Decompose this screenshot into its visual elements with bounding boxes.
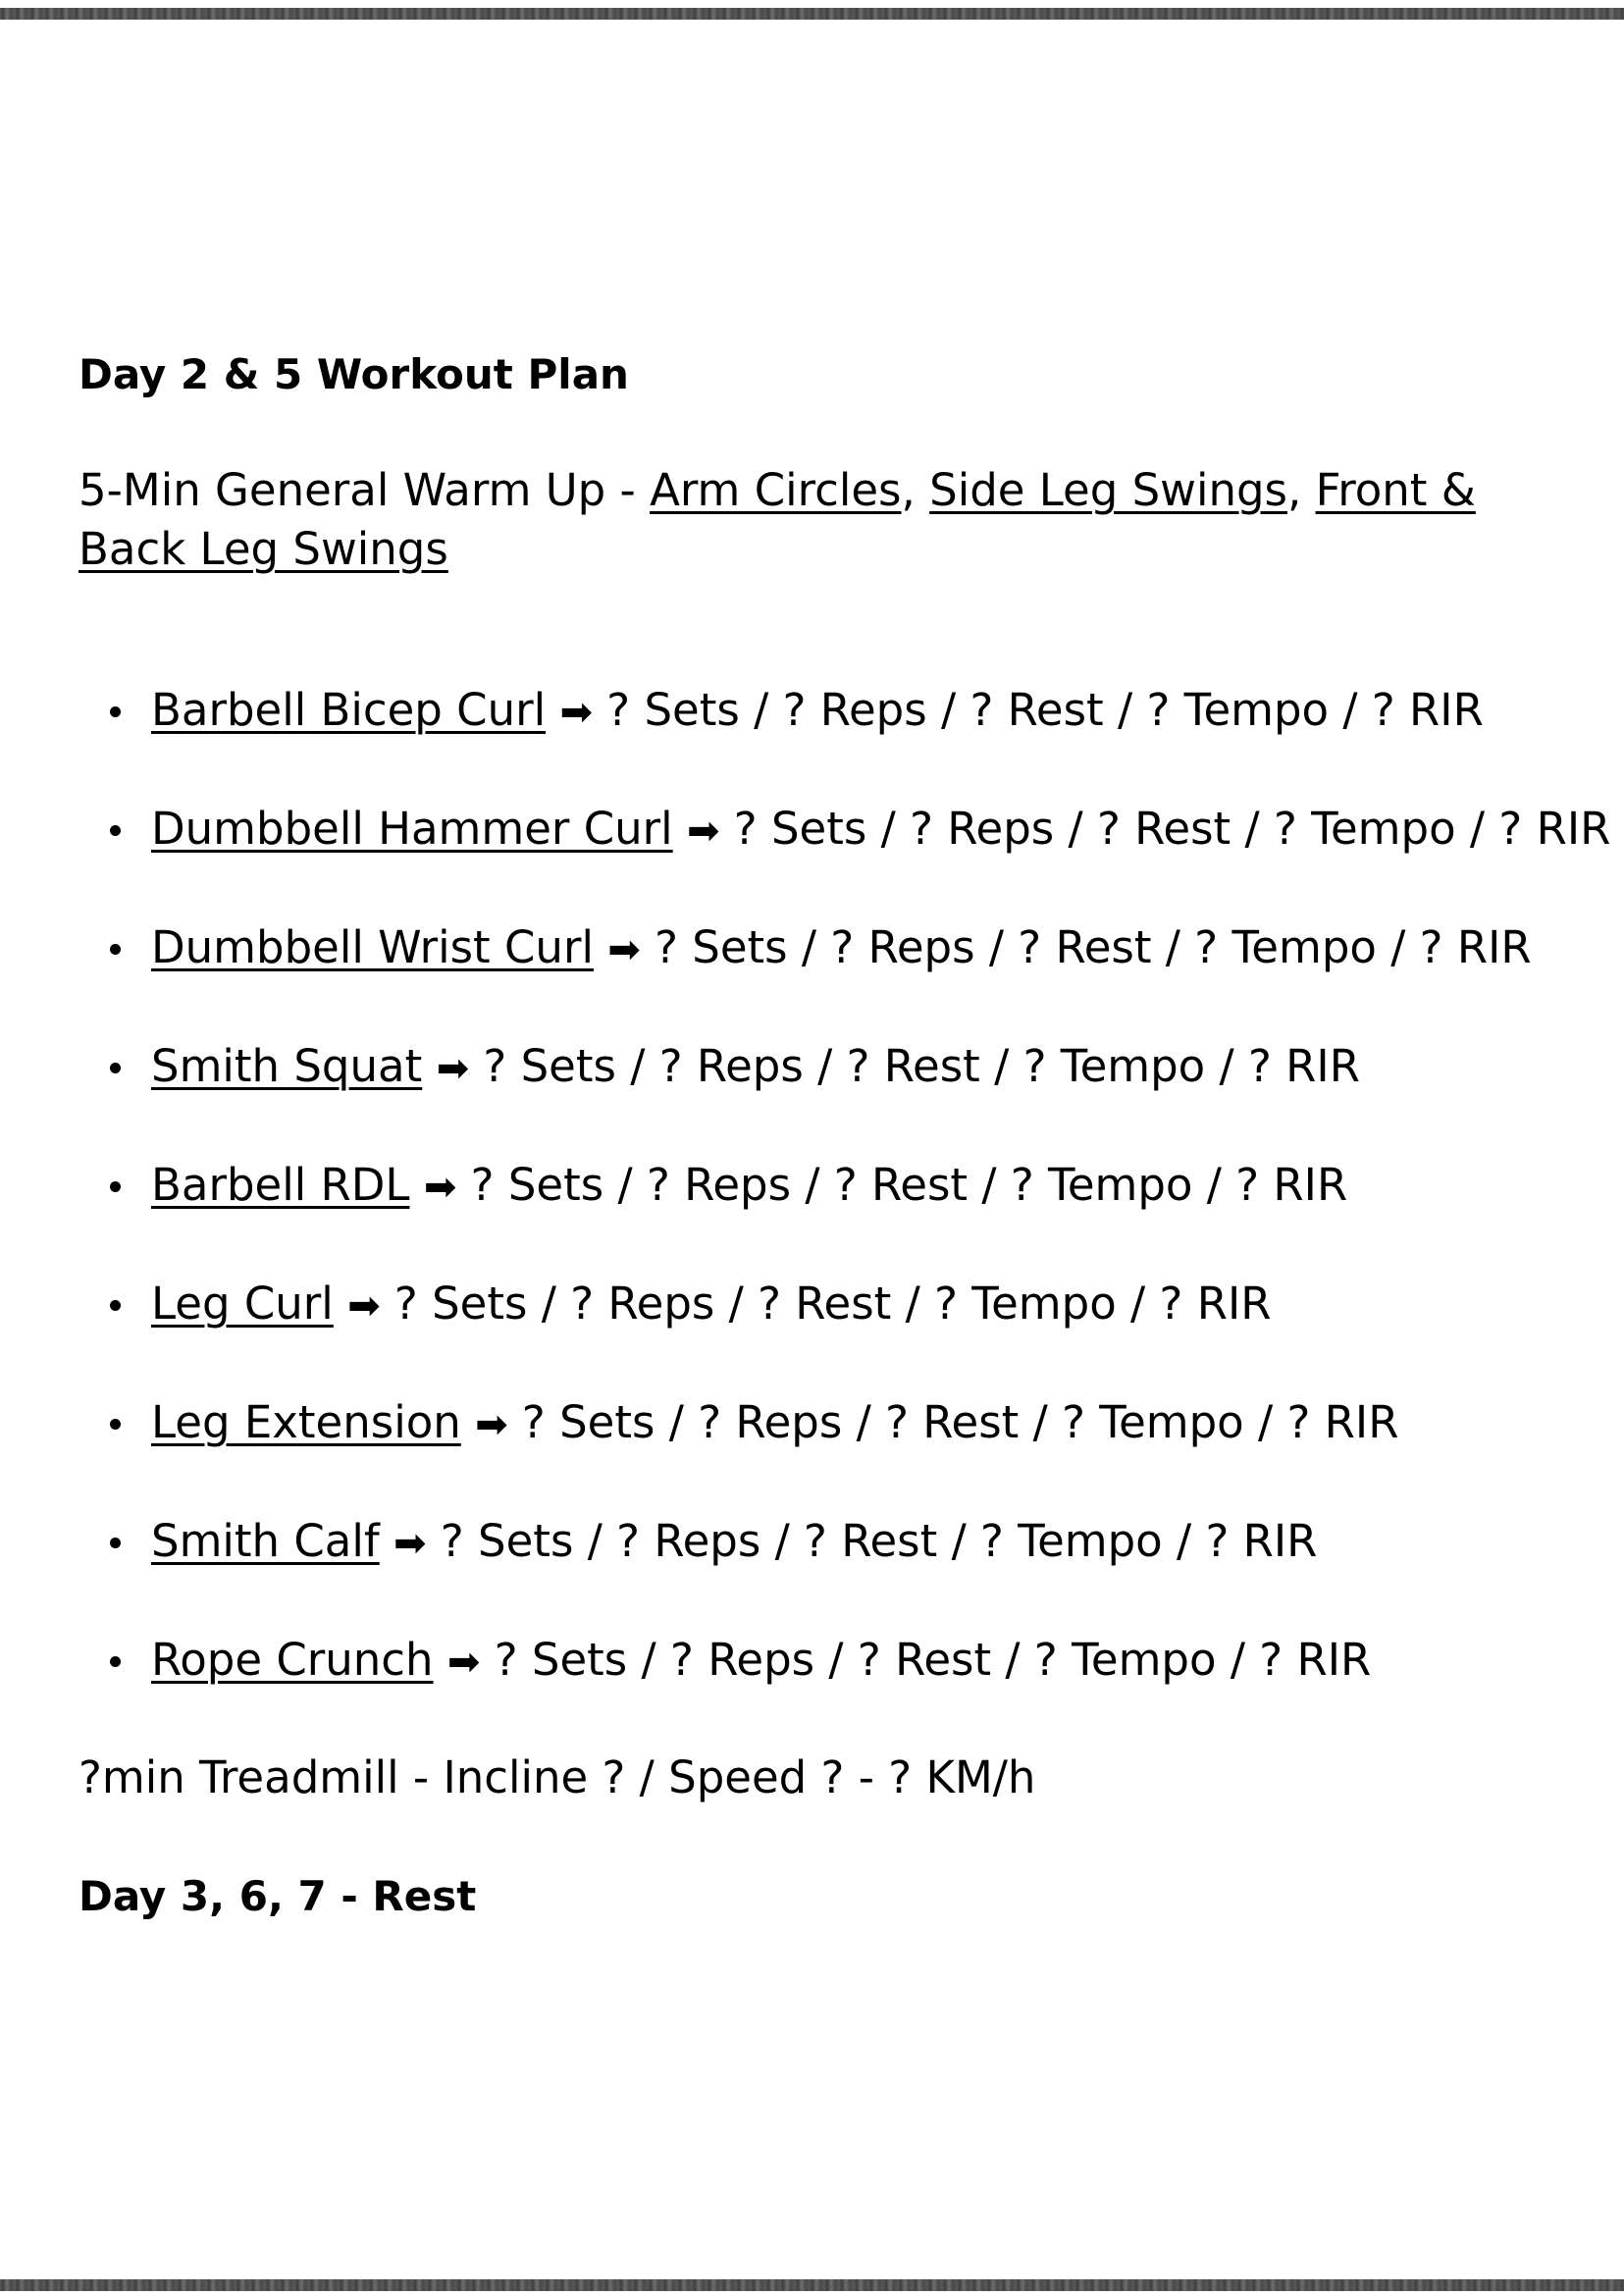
- exercise-link[interactable]: Barbell RDL: [151, 1159, 410, 1211]
- exercise-list: [79, 681, 1611, 1690]
- bullet-icon: [110, 1300, 121, 1311]
- warmup-prefix: 5-Min General Warm Up -: [79, 464, 651, 516]
- right-arrow-icon: ➡: [436, 1046, 470, 1091]
- right-arrow-icon: ➡: [559, 690, 593, 735]
- exercise-item: [79, 1631, 1550, 1690]
- treadmill-line: ?min Treadmill - Incline ? / Speed ? - ? KM/h: [79, 1751, 1036, 1803]
- exercise-details: ? Sets / ? Reps / ? Rest / ? Tempo / ? RIR: [393, 1278, 1272, 1330]
- exercise-details: ? Sets / ? Reps / ? Rest / ? Tempo / ? RIR: [483, 1040, 1360, 1092]
- exercise-item: [79, 1393, 1550, 1452]
- workout-plan: [79, 345, 1611, 1926]
- exercise-link[interactable]: Leg Extension: [151, 1396, 461, 1448]
- right-arrow-icon: ➡: [347, 1283, 381, 1329]
- right-arrow-icon: ➡: [686, 809, 720, 854]
- warmup-link-front-back-leg-swings[interactable]: Front & Back Leg Swings: [79, 464, 1476, 575]
- right-arrow-icon: ➡: [393, 1521, 427, 1566]
- exercise-item: [79, 681, 1550, 740]
- exercise-details: ? Sets / ? Reps / ? Rest / ? Tempo / ? RIR: [494, 1634, 1372, 1686]
- exercise-details: ? Sets / ? Reps / ? Rest / ? Tempo / ? RIR: [606, 684, 1484, 736]
- exercise-link[interactable]: Dumbbell Hammer Curl: [151, 803, 673, 855]
- bullet-icon: [110, 1419, 121, 1430]
- bullet-icon: [110, 944, 121, 955]
- bullet-icon: [110, 1538, 121, 1548]
- bottom-border: [0, 2279, 1624, 2291]
- bullet-icon: [110, 1063, 121, 1073]
- top-border: [0, 8, 1624, 20]
- rest-days-heading: Day 3, 6, 7 - Rest: [79, 1872, 477, 1920]
- exercise-details: ? Sets / ? Reps / ? Rest / ? Tempo / ? RIR: [470, 1159, 1348, 1211]
- warmup-separator: ,: [1286, 464, 1316, 516]
- exercise-item: [79, 1037, 1550, 1096]
- exercise-link[interactable]: Rope Crunch: [151, 1634, 434, 1686]
- exercise-details: ? Sets / ? Reps / ? Rest / ? Tempo / ? RIR: [655, 921, 1532, 973]
- exercise-item: [79, 1512, 1550, 1571]
- exercise-link[interactable]: Smith Calf: [151, 1515, 380, 1567]
- right-arrow-icon: ➡: [423, 1165, 457, 1210]
- right-arrow-icon: ➡: [607, 927, 641, 972]
- exercise-link[interactable]: Dumbbell Wrist Curl: [151, 921, 594, 973]
- bullet-icon: [110, 1181, 121, 1192]
- exercise-link[interactable]: Leg Curl: [151, 1278, 334, 1330]
- page-title: Day 2 & 5 Workout Plan: [79, 350, 629, 398]
- warmup-line: [79, 461, 1550, 579]
- bullet-icon: [110, 825, 121, 836]
- exercise-link[interactable]: Barbell Bicep Curl: [151, 684, 547, 736]
- warmup-link-arm-circles[interactable]: Arm Circles: [650, 464, 902, 516]
- bullet-icon: [110, 1656, 121, 1667]
- exercise-item: [79, 1275, 1550, 1333]
- exercise-item: [79, 918, 1550, 977]
- exercise-link[interactable]: Smith Squat: [151, 1040, 423, 1092]
- right-arrow-icon: ➡: [475, 1402, 508, 1447]
- bullet-icon: [110, 706, 121, 717]
- exercise-item: [79, 800, 1611, 859]
- warmup-separator: ,: [901, 464, 930, 516]
- exercise-details: ? Sets / ? Reps / ? Rest / ? Tempo / ? RIR: [521, 1396, 1399, 1448]
- warmup-link-side-leg-swings[interactable]: Side Leg Swings: [929, 464, 1287, 516]
- right-arrow-icon: ➡: [446, 1640, 481, 1685]
- exercise-details: ? Sets / ? Reps / ? Rest / ? Tempo / ? RIR: [733, 803, 1611, 855]
- exercise-item: [79, 1156, 1550, 1215]
- exercise-details: ? Sets / ? Reps / ? Rest / ? Tempo / ? RIR: [440, 1515, 1318, 1567]
